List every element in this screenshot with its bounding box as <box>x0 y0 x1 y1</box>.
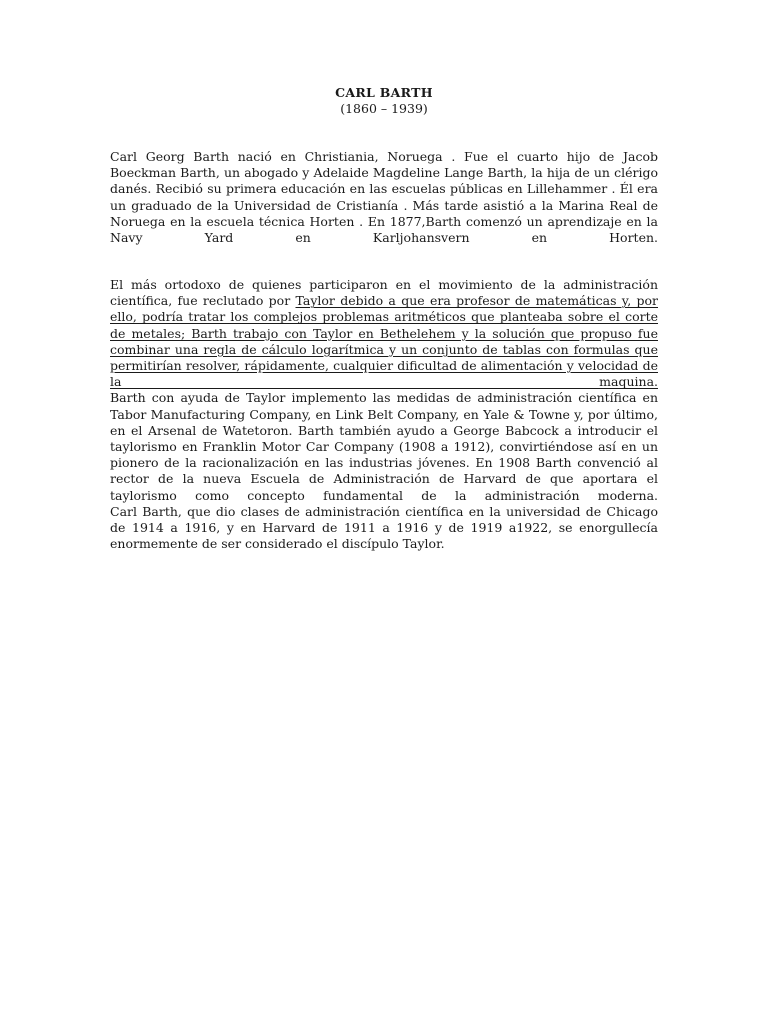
underlined-passage: Taylor debido a que era profesor de matemáticas y, por ello, podría tratar los complejos problemas aritméticos que planteaba sobre el corte de metales; Barth trabajo con Taylor en Bethelehem y la solución que propuso fue combinar una regla de cálculo logarítmica y un conjunto de tablas con formulas que permitirían resolver, rápidamente, cualquier dificultad de alimentación y velocidad de la maquina. <box>110 293 658 390</box>
paragraph-teaching: Carl Barth, que dio clases de administración científica en la universidad de Chicago de 1914 a 1916, y en Harvard de 1911 a 1916 y de 1919 a1922, se enorgullecía enormemente de ser considerado el discípulo Taylor. <box>110 503 658 552</box>
document-title: CARL BARTH <box>335 85 433 100</box>
document-dates: (1860 – 1939) <box>340 101 428 116</box>
paragraph-scientific-management <box>110 277 658 390</box>
biography-paragraph <box>110 149 658 246</box>
career-section <box>110 277 658 552</box>
paragraph-birth: Carl Georg Barth nació en Christiania, Noruega . Fue el cuarto hijo de Jacob Boeckman Barth, un abogado y Adelaide Magdeline Lange Barth, la hija de un clérigo danés. Recibió su primera educación en las escuelas públicas en Lillehammer . Él era un graduado de la Universidad de Cristianía . Más tarde asistió a la Marina Real de Noruega en la escuela técnica Horten . En 1877,Barth comenzó un aprendizaje en la Navy Yard en Karljohansvern en Horten. <box>110 149 658 246</box>
paragraph-intro-text: El más ortodoxo de quienes participaron en el movimiento de la administración científica, fue reclutado por <box>110 277 658 309</box>
paragraph-implementations: Barth con ayuda de Taylor implemento las medidas de administración científica en Tabor Manufacturing Company, en Link Belt Company, en Yale & Towne y, por último, en el Arsenal de Watetoron. Barth también ayudo a George Babcock a introducir el taylorismo en Franklin Motor Car Company (1908 a 1912), convirtiéndose así en un pionero de la racionalización en las industrias jóvenes. En 1908 Barth convenció al rector de la nueva Escuela de Administración de Harvard de que aportara el taylorismo como concepto fundamental de la administración moderna. <box>110 390 658 503</box>
